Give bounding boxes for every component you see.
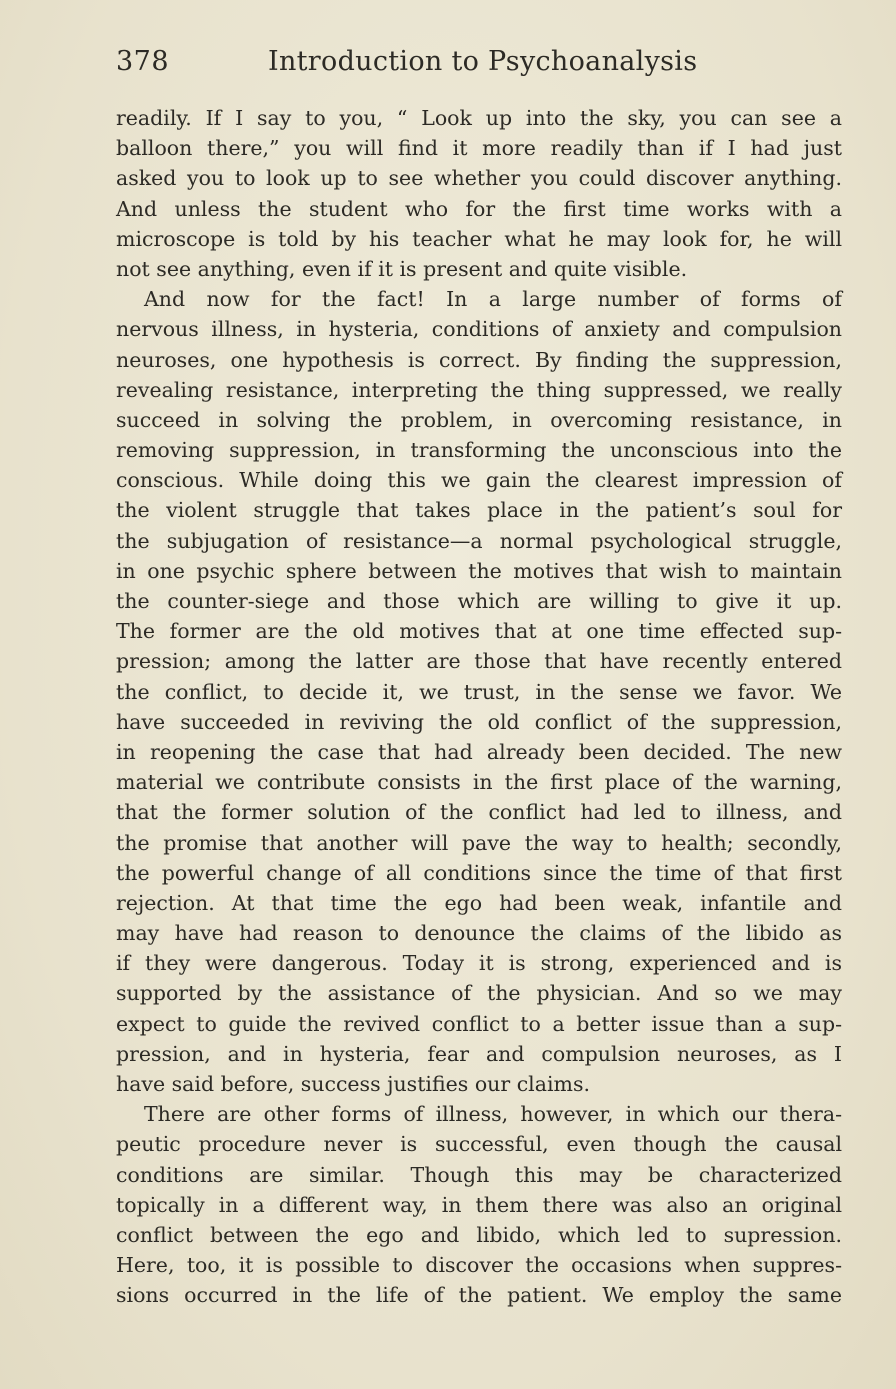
text-line: neuroses, one hypothesis is correct. By finding the suppression, (116, 347, 842, 372)
text-line: Here, too, it is possible to discover the occasions when suppres- (116, 1253, 842, 1278)
text-line: And now for the fact! In a large number of forms of (144, 287, 842, 312)
text-line: may have had reason to denounce the claims of the libido as (116, 921, 842, 946)
text-line: revealing resistance, interpreting the thing suppressed, we really (116, 377, 842, 402)
text-line: the violent struggle that takes place in the patient’s soul for (116, 498, 842, 523)
text-line: in reopening the case that had already been decided. The new (116, 739, 842, 764)
text-line: succeed in solving the problem, in overcoming resistance, in (116, 407, 842, 432)
text-line: removing suppression, in transforming the unconscious into the (116, 438, 842, 463)
text-line: pression; among the latter are those that have recently entered (116, 649, 842, 674)
text-line: rejection. At that time the ego had been weak, infantile and (116, 890, 842, 915)
text-line: pression, and in hysteria, fear and compulsion neuroses, as I (116, 1041, 842, 1066)
text-line: There are other forms of illness, however, in which our thera- (144, 1102, 842, 1127)
text-line: the powerful change of all conditions since the time of that first (116, 860, 842, 885)
text-line: have said before, success justifies our claims. (116, 1072, 590, 1096)
text-line: material we contribute consists in the first place of the warning, (116, 770, 842, 795)
text-line: conflict between the ego and libido, which led to supression. (116, 1222, 842, 1247)
page-header (116, 46, 842, 86)
text-line: that the former solution of the conflict had led to illness, and (116, 800, 842, 825)
text-line: The former are the old motives that at one time effected sup- (116, 619, 842, 644)
text-line: peutic procedure never is successful, even though the causal (116, 1132, 842, 1157)
text-line: have succeeded in reviving the old conflict of the suppression, (116, 709, 842, 734)
page-number: 378 (116, 46, 170, 77)
body-text (116, 103, 842, 1311)
text-line: expect to guide the revived conflict to a better issue than a sup- (116, 1011, 842, 1036)
text-line: nervous illness, in hysteria, conditions of anxiety and compulsion (116, 317, 842, 342)
text-line: if they were dangerous. Today it is strong, experienced and is (116, 951, 842, 976)
text-line: the conflict, to decide it, we trust, in the sense we favor. We (116, 679, 842, 704)
text-line: readily. If I say to you, “ Look up into the sky, you can see a (116, 106, 842, 130)
running-title: Introduction to Psychoanalysis (268, 46, 698, 77)
text-line: supported by the assistance of the physician. And so we may (116, 981, 842, 1006)
text-line: conditions are similar. Though this may be characterized (116, 1162, 842, 1187)
text-line: microscope is told by his teacher what he may look for, he will (116, 226, 842, 251)
text-line: the counter-siege and those which are willing to give it up. (116, 589, 842, 613)
text-line: not see anything, even if it is present and quite visible. (116, 256, 688, 281)
text-line: sions occurred in the life of the patient. We employ the same (116, 1283, 842, 1308)
text-line: the subjugation of resistance—a normal psychological struggle, (116, 528, 842, 553)
text-line: balloon there,” you will find it more readily than if I had just (116, 136, 842, 161)
text-line: asked you to look up to see whether you could discover anything. (116, 166, 842, 191)
text-line: And unless the student who for the first time works with a (116, 196, 842, 221)
text-line: topically in a different way, in them there was also an original (116, 1192, 842, 1217)
text-line: the promise that another will pave the way to health; secondly, (116, 830, 842, 855)
text-line: conscious. While doing this we gain the clearest impression of (116, 468, 842, 493)
text-line: in one psychic sphere between the motives that wish to maintain (116, 558, 842, 583)
